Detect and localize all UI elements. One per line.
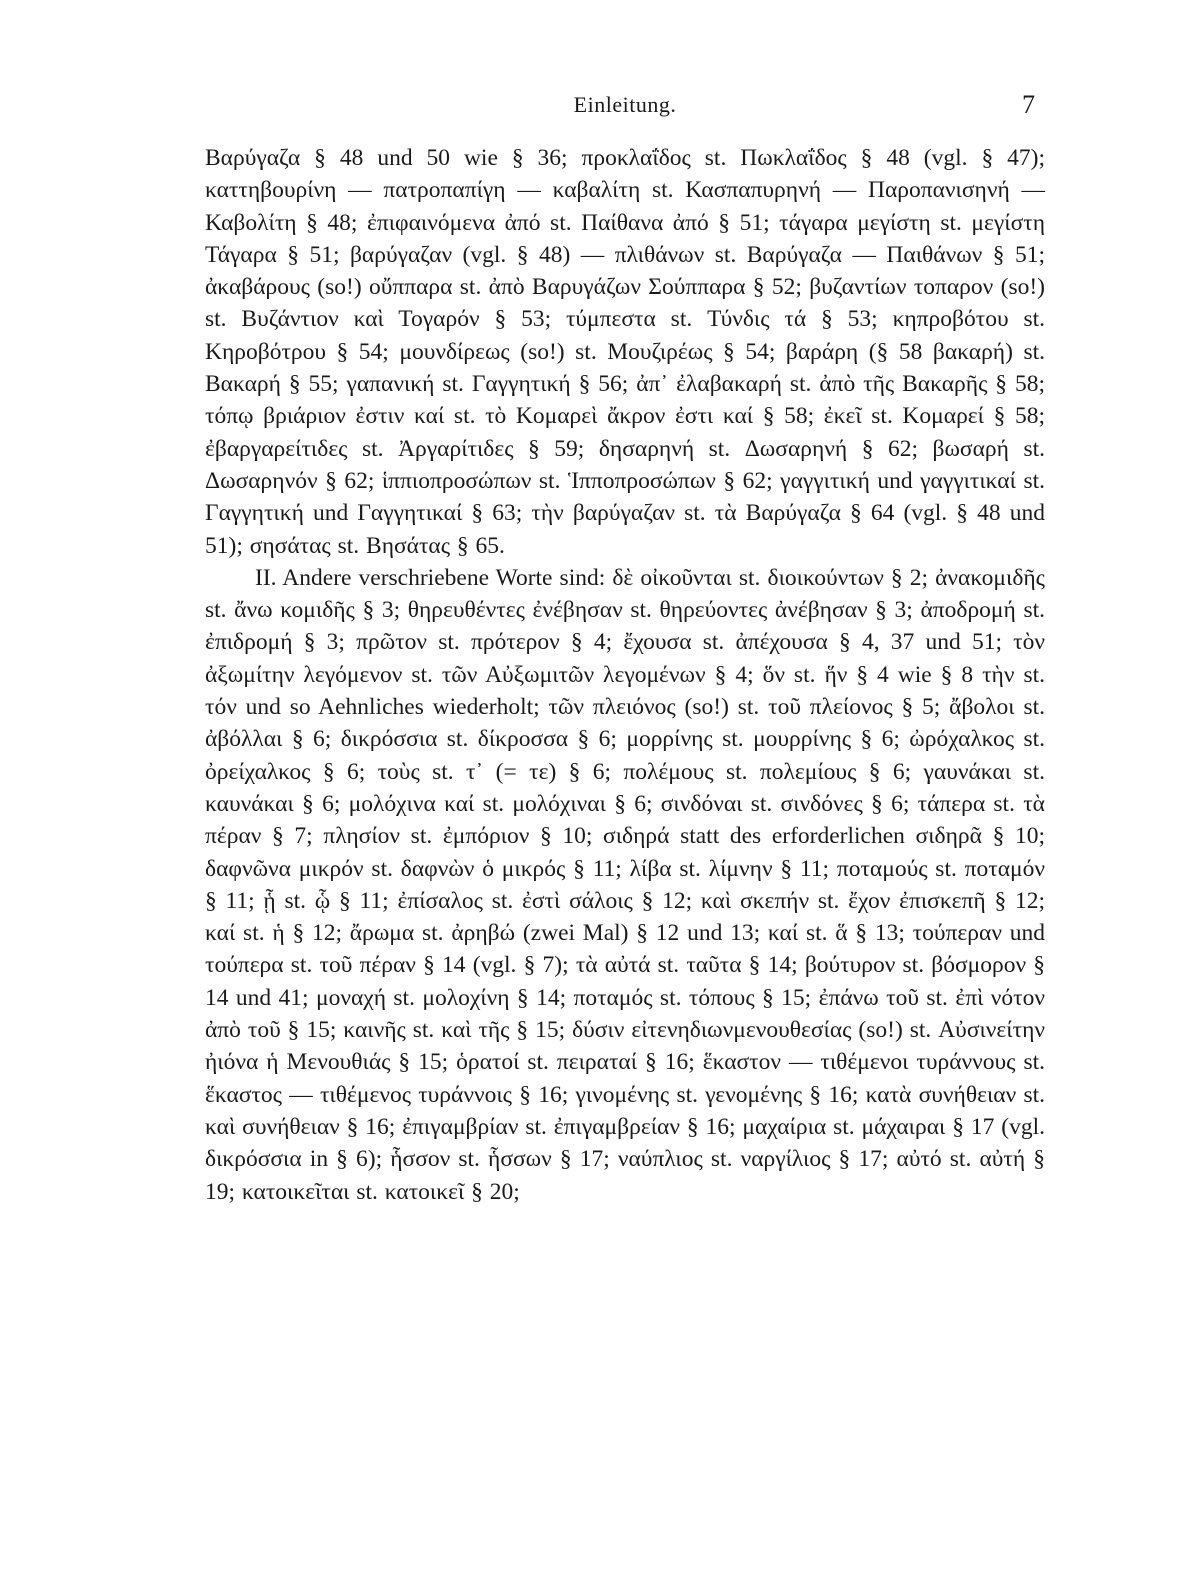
paragraph-other-words: II. Andere verschriebene Worte sind: δὲ οἰκοῦνται st. διοικούντων § 2; ἀνακομιδῆς st. ἄνω κομιδῆς § 3; θηρευθέντες ἐνέβησαν st. θηρεύοντες ἀνέβησαν § 3; ἀποδρομή st. ἐπιδρομή § 3; πρῶτον st. πρότερον § 4; ἔχουσα st. ἀπέχουσα § 4, 37 und 51; τὸν ἀξωμίτην λεγόμενον st. τῶν Αὐξωμιτῶν λεγομένων § 4; ὅν st. ἥν § 4 wie § 8 τὴν st. τόν und so Aehnliches wiederholt; τῶν πλειόνος (so!) st. τοῦ πλείονος § 5; ἄβολοι st. ἀβόλλαι § 6; δικρόσσια st. δίκροσσα § 6; μορρίνης st. μουρρίνης § 6; ὠρόχαλκος st. ὀρείχαλκος § 6; τοὺς st. τ᾽ (= τε) § 6; πολέμους st. πολεμίους § 6; γαυνάκαι st. καυνάκαι § 6; μολόχινα καί st. μολόχιναι § 6; σινδόναι st. σινδόνες § 6; τάπερα st. τὰ πέραν § 7; πλησίον st. ἐμπόριον § 10; σιδηρά statt des erforderlichen σιδηρᾶ § 10; δαφνῶνα μικρόν st. δαφνὼν ὁ μικρός § 11; λίβα st. λίμνην § 11; ποταμούς st. ποταμόν § 11; ᾗ st. ᾧ § 11; ἐπίσαλος st. ἐστὶ σάλοις § 12; καὶ σκεπήν st. ἔχον ἐπισκεπῆ § 12; καί st. ἡ § 12; ἄρωμα st. ἀρηβώ (zwei Mal) § 12 und 13; καί st. ἅ § 13; τούπεραν und τούπερα st. τοῦ πέραν § 14 (vgl. § 7); τὰ αὐτά st. ταῦτα § 14; βούτυρον st. βόσμορον § 14 und 41; μοναχή st. μολοχίνη § 14; ποταμός st. τόπους § 15; ἐπάνω τοῦ st. ἐπὶ νότον ἀπὸ τοῦ § 15; καινῆς st. καὶ τῆς § 15; δύσιν εἰτενηδιωνμενουθεσίας (so!) st. Αὐσινείτην ἠιόνα ἡ Μενουθιάς § 15; ὁρατοί st. πειραταί § 16; ἕκαστον — τιθέμενοι τυράννους st. ἕκαστος — τιθέμενος τυράννοις § 16; γινομένης st. γενομένης § 16; κατὰ συνήθειαν st. καὶ συνήθειαν § 16; ἐπιγαμβρίαν st. ἐπιγαμβρείαν § 16; μαχαίρια st. μάχαιραι § 17 (vgl. δικρόσσια in § 6); ἧσσον st. ἧσσων § 17; ναύπλιος st. ναργίλιος § 17; αὐτό st. αὐτή § 19; κατοικεῖται st. κατοικεῖ § 20; — [205, 564, 1045, 1205]
page-header — [205, 92, 1045, 122]
body-text — [205, 142, 1045, 1208]
running-title: Einleitung. — [573, 92, 677, 117]
paragraph-variant-names: Βαρύγαζα § 48 und 50 wie § 36; προκλαΐδος st. Πωκλαΐδος § 48 (vgl. § 47); καττηβουρίνη — πατροπαπίγη — καβαλίτη st. Κασπαπυρηνή — Παροπανισηνή — Καβολίτη § 48; ἐπιφαινόμενα ἀπό st. Παίθανα ἀπό § 51; τάγαρα μεγίστη st. μεγίστη Τάγαρα § 51; βαρύγαζαν (vgl. § 48) — πλιθάνων st. Βαρύγαζα — Παιθάνων § 51; ἀκαβάρους (so!) οὔππαρα st. ἀπὸ Βαρυγάζων Σούππαρα § 52; βυζαντίων τοπαρον (so!) st. Βυζάντιον καὶ Τογαρόν § 53; τύμπεστα st. Τύνδις τά § 53; κηπροβότου st. Κηροβότρου § 54; μουνδίρεως (so!) st. Μουζιρέως § 54; βαράρη (§ 58 βακαρή) st. Βακαρή § 55; γαπανική st. Γαγγητική § 56; ἀπ᾽ ἐλαβακαρή st. ἀπὸ τῆς Βακαρῆς § 58; τόπῳ βριάριον ἐστιν καί st. τὸ Κομαρεὶ ἄκρον ἐστι καί § 58; ἐκεῖ st. Κομαρεί § 58; ἐβαργαρείτιδες st. Ἀργαρίτιδες § 59; δησαρηνή st. Δωσαρηνή § 62; βωσαρή st. Δωσαρηνόν § 62; ἱππιοπροσώπων st. Ἱπποπροσώπων § 62; γαγγιτική und γαγγιτικαί st. Γαγγητική und Γαγγητικαί § 63; τὴν βαρύγαζαν st. τὰ Βαρύγαζα § 64 (vgl. § 48 und 51); σησάτας st. Βησάτας § 65. — [205, 145, 1045, 559]
page-number: 7 — [1022, 90, 1035, 119]
